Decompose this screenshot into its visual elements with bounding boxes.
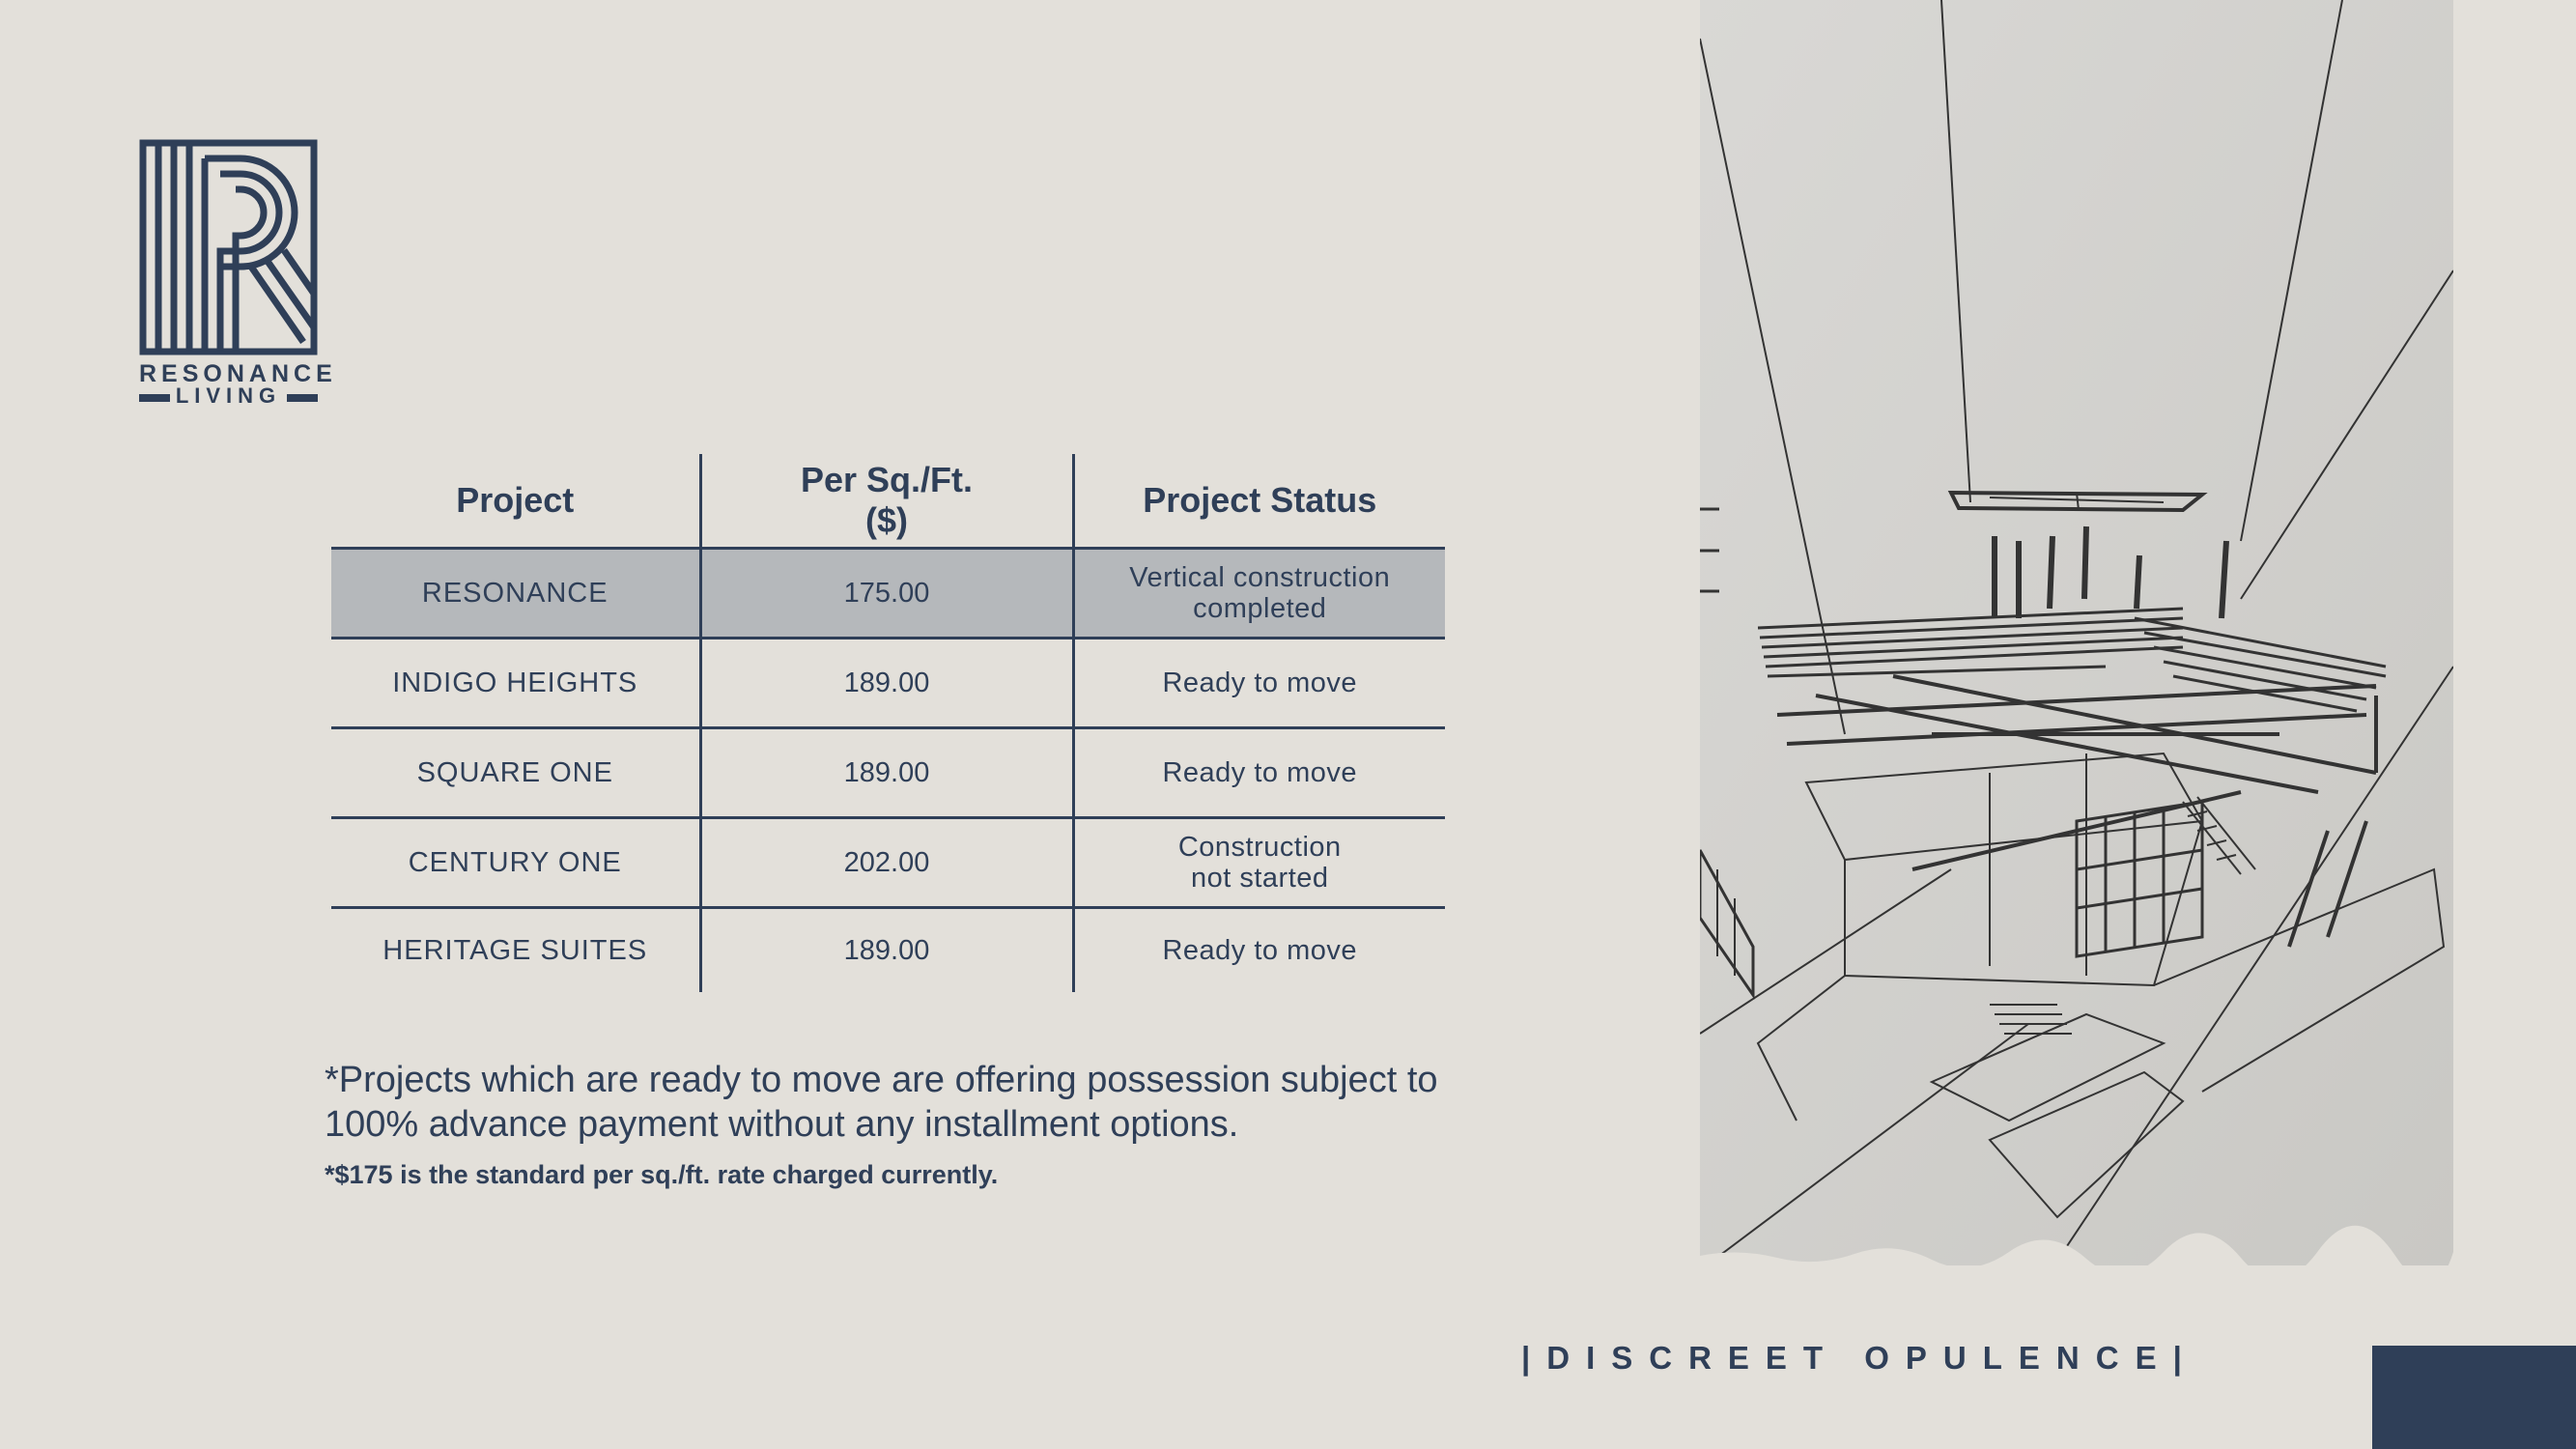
header-project: Project (331, 454, 700, 549)
footnote-secondary: *$175 is the standard per sq./ft. rate charged currently. (325, 1160, 999, 1189)
header-status: Project Status (1073, 454, 1445, 549)
cell-project: RESONANCE (331, 549, 700, 639)
cell-status (1073, 549, 1445, 639)
cell-status (1073, 639, 1445, 728)
logo-wordmark: RESONANCE (139, 360, 337, 387)
cell-project: SQUARE ONE (331, 728, 700, 818)
cell-status (1073, 728, 1445, 818)
building-sketch-icon (1700, 0, 2453, 1265)
footnote-primary: *Projects which are ready to move are offering possession subject to 100% advance payment without any installment options. (325, 1060, 1438, 1145)
pricing-table (331, 454, 1445, 992)
header-price (700, 454, 1073, 549)
header-price-label: Per Sq./Ft. ($) (800, 460, 974, 540)
table-row (331, 639, 1445, 728)
cell-project: HERITAGE SUITES (382, 934, 648, 966)
table-row (331, 818, 1445, 908)
architectural-wireframe-sketch (1700, 0, 2453, 1265)
logo-subtext: LIVING (175, 384, 282, 408)
r-monogram-icon (139, 139, 318, 356)
table-row (331, 549, 1445, 639)
brand-logo (139, 139, 337, 410)
corner-accent-block (2372, 1346, 2576, 1449)
logo-bar-right (287, 394, 318, 402)
cell-price: 189.00 (700, 728, 1073, 818)
cell-price: 189.00 (700, 908, 1073, 993)
cell-price: 202.00 (700, 818, 1073, 908)
table-row (331, 728, 1445, 818)
cell-status (1073, 908, 1445, 993)
cell-price: 189.00 (700, 639, 1073, 728)
cell-project: INDIGO HEIGHTS (331, 639, 700, 728)
cell-status (1073, 818, 1445, 908)
status-text: Construction not started (1177, 832, 1342, 894)
status-text: Vertical construction completed (1129, 562, 1391, 624)
cell-price: 175.00 (700, 549, 1073, 639)
tagline: |DISCREET OPULENCE| (1521, 1340, 2198, 1376)
status-text: Ready to move (1162, 935, 1358, 966)
status-text: Ready to move (1162, 668, 1358, 698)
table-header-row (331, 454, 1445, 549)
cell-project: CENTURY ONE (331, 818, 700, 908)
table-row (331, 908, 1445, 993)
status-text: Ready to move (1162, 757, 1358, 788)
